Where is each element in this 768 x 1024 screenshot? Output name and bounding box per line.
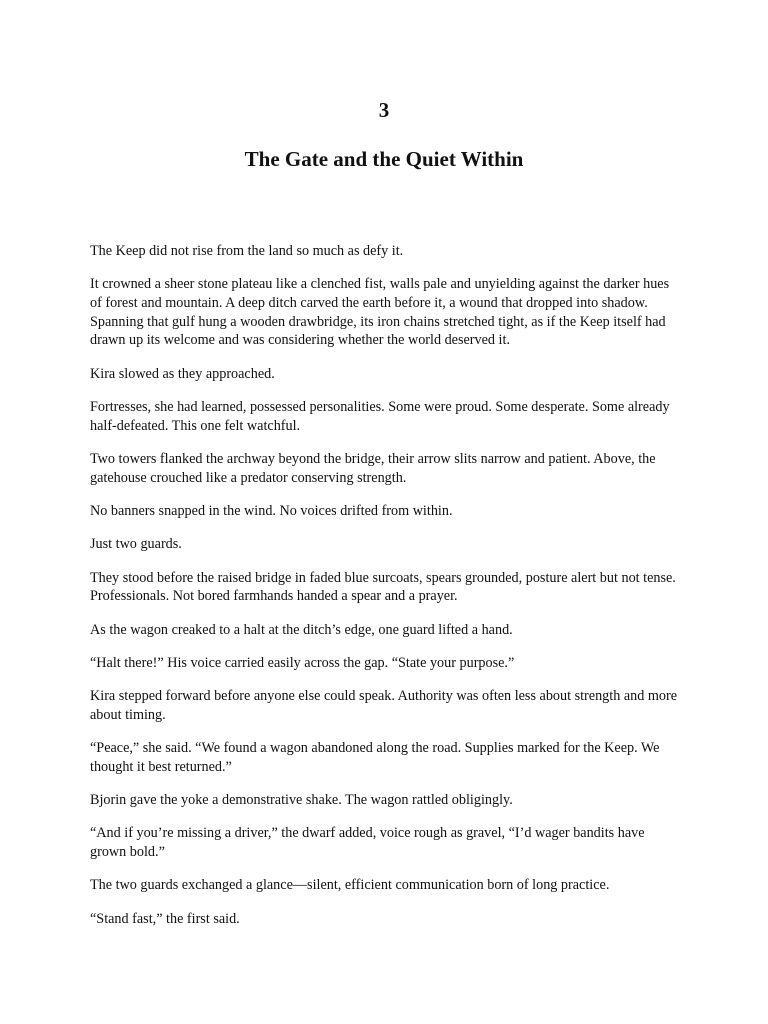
chapter-body	[90, 242, 682, 943]
chapter-number: 3	[378, 98, 390, 122]
paragraph: “Halt there!” His voice carried easily across the gap. “State your purpose.”	[90, 654, 515, 671]
paragraph: Kira stepped forward before anyone else could speak. Authority was often less about strength and more about timing.	[90, 688, 678, 723]
paragraph: “Stand fast,” the first said.	[90, 910, 240, 927]
paragraph: As the wagon creaked to a halt at the ditch’s edge, one guard lifted a hand.	[90, 621, 513, 638]
paragraph: Fortresses, she had learned, possessed personalities. Some were proud. Some desperate. Some already half-defeated. This one felt watchful.	[90, 399, 670, 434]
paragraph: Two towers flanked the archway beyond the bridge, their arrow slits narrow and patient. Above, the gatehouse crouched like a predator conserving strength.	[90, 451, 656, 486]
paragraph: “Peace,” she said. “We found a wagon abandoned along the road. Supplies marked for the Keep. We thought it best returned.”	[90, 740, 660, 775]
chapter-title: The Gate and the Quiet Within	[244, 147, 524, 171]
paragraph: The Keep did not rise from the land so much as defy it.	[90, 243, 404, 259]
paragraph: Bjorin gave the yoke a demonstrative shake. The wagon rattled obligingly.	[90, 792, 513, 809]
paragraph: It crowned a sheer stone plateau like a clenched fist, walls pale and unyielding against the darker hues of forest and mountain. A deep ditch carved the earth before it, a wound that dropped into shadow. Spanning that gulf hung a wooden drawbridge, its iron chains stretched tight, as if the Keep itself had drawn up its welcome and was considering whether the world deserved it.	[90, 276, 670, 349]
paragraph: Kira slowed as they approached.	[90, 365, 275, 382]
paragraph: The two guards exchanged a glance—silent, efficient communication born of long practice.	[90, 877, 610, 894]
paragraph: No banners snapped in the wind. No voices drifted from within.	[90, 503, 453, 519]
paragraph: “And if you’re missing a driver,” the dwarf added, voice rough as gravel, “I’d wager bandits have grown bold.”	[90, 825, 645, 861]
paragraph: They stood before the raised bridge in faded blue surcoats, spears grounded, posture alert but not tense. Professionals. Not bored farmhands handed a spear and a prayer.	[90, 569, 676, 605]
paragraph: Just two guards.	[90, 536, 182, 553]
